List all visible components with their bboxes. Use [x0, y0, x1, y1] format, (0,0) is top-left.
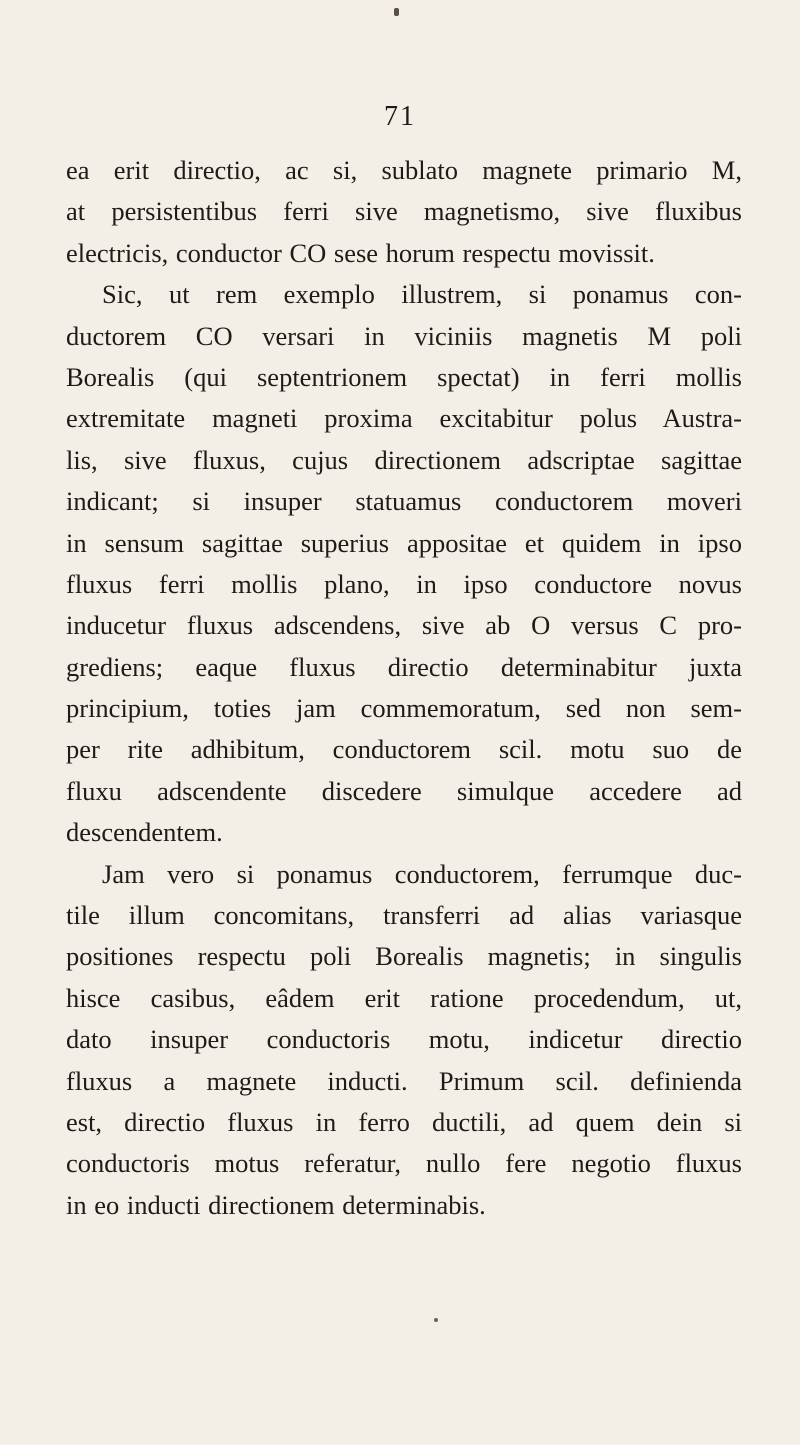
text-line: conductoris motus referatur, nullo fere negotio fluxus	[66, 1148, 742, 1179]
page-number: 71	[384, 101, 416, 132]
body-text	[66, 150, 742, 1226]
text-line: positiones respectu poli Borealis magnetis; in singulis	[66, 941, 742, 972]
text-line: est, directio fluxus in ferro ductili, ad quem dein si	[66, 1106, 742, 1137]
text-line: fluxu adscendente discedere simulque accedere ad	[66, 775, 742, 806]
text-line: indicant; si insuper statuamus conductorem moveri	[66, 486, 742, 517]
text-line: in eo inducti directionem determinabis.	[66, 1189, 486, 1220]
text-line: inducetur fluxus adscendens, sive ab O versus C pro-	[66, 610, 742, 641]
text-line: hisce casibus, eâdem erit ratione procedendum, ut,	[66, 982, 742, 1013]
text-line: ea erit directio, ac si, sublato magnete primario M,	[66, 155, 742, 185]
text-line: fluxus a magnete inducti. Primum scil. definienda	[66, 1065, 742, 1096]
text-line: in sensum sagittae superius appositae et quidem in ipso	[66, 527, 742, 558]
text-line: descendentem.	[66, 817, 223, 848]
text-line: principium, toties jam commemoratum, sed non sem-	[66, 693, 742, 724]
text-line: extremitate magneti proxima excitabitur polus Austra-	[66, 403, 742, 434]
text-line: Jam vero si ponamus conductorem, ferrumque duc-	[102, 858, 742, 889]
text-line: dato insuper conductoris motu, indicetur directio	[66, 1024, 742, 1055]
text-line: Sic, ut rem exemplo illustrem, si ponamus con-	[102, 279, 742, 310]
ink-mark	[434, 1318, 438, 1322]
text-line: grediens; eaque fluxus directio determinabitur juxta	[66, 651, 742, 682]
text-line: at persistentibus ferri sive magnetismo, sive fluxibus	[66, 196, 742, 227]
text-line: fluxus ferri mollis plano, in ipso conductore novus	[66, 568, 742, 599]
text-line: per rite adhibitum, conductorem scil. motu suo de	[66, 734, 742, 765]
text-line: tile illum concomitans, transferri ad alias variasque	[66, 900, 742, 931]
text-line: Borealis (qui septentrionem spectat) in ferri mollis	[66, 361, 742, 392]
text-line: lis, sive fluxus, cujus directionem adscriptae sagittae	[66, 444, 742, 475]
text-line: electricis, conductor CO sese horum respectu movissit.	[66, 237, 655, 268]
ink-mark	[394, 8, 399, 16]
text-line: ductorem CO versari in viciniis magnetis M poli	[66, 320, 742, 351]
